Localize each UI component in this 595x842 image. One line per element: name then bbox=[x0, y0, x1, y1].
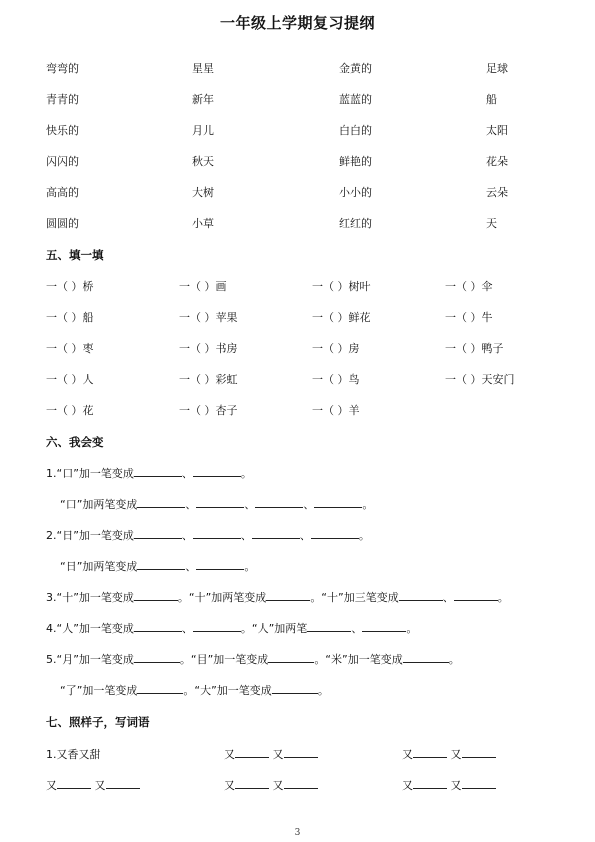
match-word: 闪闪的 bbox=[46, 155, 79, 168]
match-word: 天 bbox=[486, 217, 497, 230]
answer-blank[interactable] bbox=[413, 746, 447, 758]
question-line bbox=[46, 620, 417, 636]
fill-item: 一（ ）花 bbox=[46, 404, 94, 417]
match-row bbox=[0, 184, 595, 204]
end-mark: 。 bbox=[358, 529, 370, 542]
question-text: “日”加两笔变成 bbox=[60, 560, 138, 573]
answer-blank[interactable] bbox=[134, 620, 182, 632]
fill-row bbox=[0, 340, 595, 360]
separator: 、 bbox=[240, 529, 252, 542]
answer-blank[interactable] bbox=[255, 496, 303, 508]
answer-blank[interactable] bbox=[57, 777, 91, 789]
fill-item: 一（ ）鸟 bbox=[312, 373, 360, 386]
answer-blank[interactable] bbox=[413, 777, 447, 789]
separator: 、 bbox=[303, 498, 315, 511]
fill-item: 一（ ）杏子 bbox=[179, 404, 238, 417]
separator: 、 bbox=[181, 467, 193, 480]
section5-heading: 五、填一填 bbox=[46, 248, 104, 262]
answer-blank[interactable] bbox=[266, 589, 310, 601]
pattern-char: 又 bbox=[224, 748, 235, 761]
separator: 、 bbox=[181, 529, 193, 542]
match-word: 太阳 bbox=[486, 124, 508, 137]
answer-blank[interactable] bbox=[137, 558, 185, 570]
answer-blank[interactable] bbox=[196, 558, 244, 570]
question-text: 5.“月”加一笔变成 bbox=[46, 653, 134, 666]
answer-blank[interactable] bbox=[284, 746, 318, 758]
fill-item: 一（ ）彩虹 bbox=[179, 373, 238, 386]
fill-item: 一（ ）天安门 bbox=[445, 373, 515, 386]
match-word: 弯弯的 bbox=[46, 62, 79, 75]
word-pattern bbox=[224, 777, 318, 793]
separator: 、 bbox=[181, 622, 193, 635]
fill-item: 一（ ）羊 bbox=[312, 404, 360, 417]
fill-item: 一（ ）船 bbox=[46, 311, 94, 324]
separator: 、 bbox=[351, 622, 363, 635]
match-row bbox=[0, 122, 595, 142]
match-word: 小草 bbox=[192, 217, 214, 230]
fill-row bbox=[0, 402, 595, 422]
fill-item: 一（ ）书房 bbox=[179, 342, 238, 355]
end-mark: 。 bbox=[362, 498, 374, 511]
match-word: 青青的 bbox=[46, 93, 79, 106]
match-row bbox=[0, 215, 595, 235]
question-text: “口”加两笔变成 bbox=[60, 498, 138, 511]
match-word: 船 bbox=[486, 93, 497, 106]
word-pattern bbox=[402, 746, 496, 762]
match-row bbox=[0, 91, 595, 111]
fill-item: 一（ ）鸭子 bbox=[445, 342, 504, 355]
answer-blank[interactable] bbox=[193, 465, 241, 477]
answer-blank[interactable] bbox=[311, 527, 359, 539]
separator: 、 bbox=[185, 560, 197, 573]
answer-blank[interactable] bbox=[134, 527, 182, 539]
fill-item: 一（ ）鲜花 bbox=[312, 311, 371, 324]
end-mark: 。 bbox=[244, 560, 256, 573]
question-line bbox=[46, 589, 509, 605]
question-text: 。“十”加三笔变成 bbox=[310, 591, 399, 604]
answer-blank[interactable] bbox=[196, 496, 244, 508]
question-line bbox=[46, 465, 252, 481]
question-text: 1.“口”加一笔变成 bbox=[46, 467, 134, 480]
answer-blank[interactable] bbox=[454, 589, 498, 601]
end-mark: 。 bbox=[448, 653, 460, 666]
fill-row bbox=[0, 278, 595, 298]
pattern-char: 又 bbox=[46, 779, 57, 792]
question-text: 。“十”加两笔变成 bbox=[177, 591, 267, 604]
answer-blank[interactable] bbox=[193, 527, 241, 539]
pattern-char: 又 bbox=[272, 779, 284, 792]
question-text: 2.“日”加一笔变成 bbox=[46, 529, 134, 542]
answer-blank[interactable] bbox=[134, 465, 182, 477]
answer-blank[interactable] bbox=[314, 496, 362, 508]
question-text: “了”加一笔变成 bbox=[60, 684, 138, 697]
answer-blank[interactable] bbox=[137, 682, 183, 694]
question-text: 。“大”加一笔变成 bbox=[183, 684, 272, 697]
question-text: 3.“十”加一笔变成 bbox=[46, 591, 134, 604]
separator: 、 bbox=[442, 591, 454, 604]
separator: 、 bbox=[185, 498, 197, 511]
fill-item: 一（ ）牛 bbox=[445, 311, 493, 324]
pattern-char: 又 bbox=[450, 779, 462, 792]
question-line bbox=[46, 651, 460, 667]
answer-blank[interactable] bbox=[235, 746, 269, 758]
page-title: 一年级上学期复习提纲 bbox=[219, 14, 375, 32]
question-line bbox=[60, 682, 329, 698]
match-word: 金黄的 bbox=[339, 62, 372, 75]
fill-item: 一（ ）苹果 bbox=[179, 311, 238, 324]
match-word: 圆圆的 bbox=[46, 217, 79, 230]
question-text: 。“米”加一笔变成 bbox=[314, 653, 403, 666]
answer-blank[interactable] bbox=[235, 777, 269, 789]
pattern-char: 又 bbox=[402, 748, 413, 761]
match-row bbox=[0, 153, 595, 173]
answer-blank[interactable] bbox=[362, 620, 406, 632]
end-mark: 。 bbox=[317, 684, 329, 697]
end-mark: 。 bbox=[497, 591, 509, 604]
question-text: 。“人”加两笔 bbox=[240, 622, 308, 635]
answer-blank[interactable] bbox=[462, 777, 496, 789]
answer-blank[interactable] bbox=[284, 777, 318, 789]
example-word: 1.又香又甜 bbox=[46, 748, 101, 761]
match-word: 红红的 bbox=[339, 217, 372, 230]
separator: 、 bbox=[244, 498, 256, 511]
match-word: 花朵 bbox=[486, 155, 508, 168]
question-line bbox=[46, 527, 370, 543]
fill-item: 一（ ）树叶 bbox=[312, 280, 371, 293]
match-word: 鲜艳的 bbox=[339, 155, 372, 168]
word-pattern bbox=[402, 777, 496, 793]
fill-item: 一（ ）房 bbox=[312, 342, 360, 355]
match-word: 足球 bbox=[486, 62, 508, 75]
pattern-char: 又 bbox=[224, 779, 235, 792]
word-pattern bbox=[46, 777, 140, 793]
match-word: 高高的 bbox=[46, 186, 79, 199]
answer-blank[interactable] bbox=[193, 620, 241, 632]
match-word: 小小的 bbox=[339, 186, 372, 199]
question-line bbox=[60, 496, 373, 512]
answer-blank[interactable] bbox=[134, 589, 178, 601]
match-word: 大树 bbox=[192, 186, 214, 199]
answer-blank[interactable] bbox=[403, 651, 449, 663]
pattern-char: 又 bbox=[402, 779, 413, 792]
fill-item: 一（ ）人 bbox=[46, 373, 94, 386]
end-mark: 。 bbox=[406, 622, 418, 635]
answer-blank[interactable] bbox=[307, 620, 351, 632]
page-number: 3 bbox=[294, 828, 301, 838]
match-word: 蓝蓝的 bbox=[339, 93, 372, 106]
word-pattern bbox=[224, 746, 318, 762]
answer-blank[interactable] bbox=[462, 746, 496, 758]
match-word: 白白的 bbox=[339, 124, 372, 137]
pattern-char: 又 bbox=[94, 779, 106, 792]
fill-item: 一（ ）画 bbox=[179, 280, 227, 293]
match-word: 秋天 bbox=[192, 155, 214, 168]
answer-blank[interactable] bbox=[134, 651, 180, 663]
fill-item: 一（ ）桥 bbox=[46, 280, 94, 293]
match-row bbox=[0, 60, 595, 80]
fill-item: 一（ ）伞 bbox=[445, 280, 493, 293]
end-mark: 。 bbox=[240, 467, 252, 480]
match-word: 快乐的 bbox=[46, 124, 79, 137]
fill-item: 一（ ）枣 bbox=[46, 342, 94, 355]
question-line bbox=[60, 558, 255, 574]
question-text: 4.“人”加一笔变成 bbox=[46, 622, 134, 635]
match-word: 云朵 bbox=[486, 186, 508, 199]
match-word: 星星 bbox=[192, 62, 214, 75]
question-text: 。“目”加一笔变成 bbox=[179, 653, 269, 666]
answer-blank[interactable] bbox=[399, 589, 443, 601]
answer-blank[interactable] bbox=[106, 777, 140, 789]
fill-row bbox=[0, 309, 595, 329]
answer-blank[interactable] bbox=[252, 527, 300, 539]
pattern-char: 又 bbox=[450, 748, 462, 761]
section6-heading: 六、我会变 bbox=[46, 435, 104, 449]
answer-blank[interactable] bbox=[272, 682, 318, 694]
answer-blank[interactable] bbox=[137, 496, 185, 508]
fill-row bbox=[0, 371, 595, 391]
answer-blank[interactable] bbox=[268, 651, 314, 663]
match-word: 月儿 bbox=[192, 124, 214, 137]
section7-heading: 七、照样子，写词语 bbox=[46, 715, 150, 729]
pattern-char: 又 bbox=[272, 748, 284, 761]
separator: 、 bbox=[299, 529, 311, 542]
match-word: 新年 bbox=[192, 93, 214, 106]
